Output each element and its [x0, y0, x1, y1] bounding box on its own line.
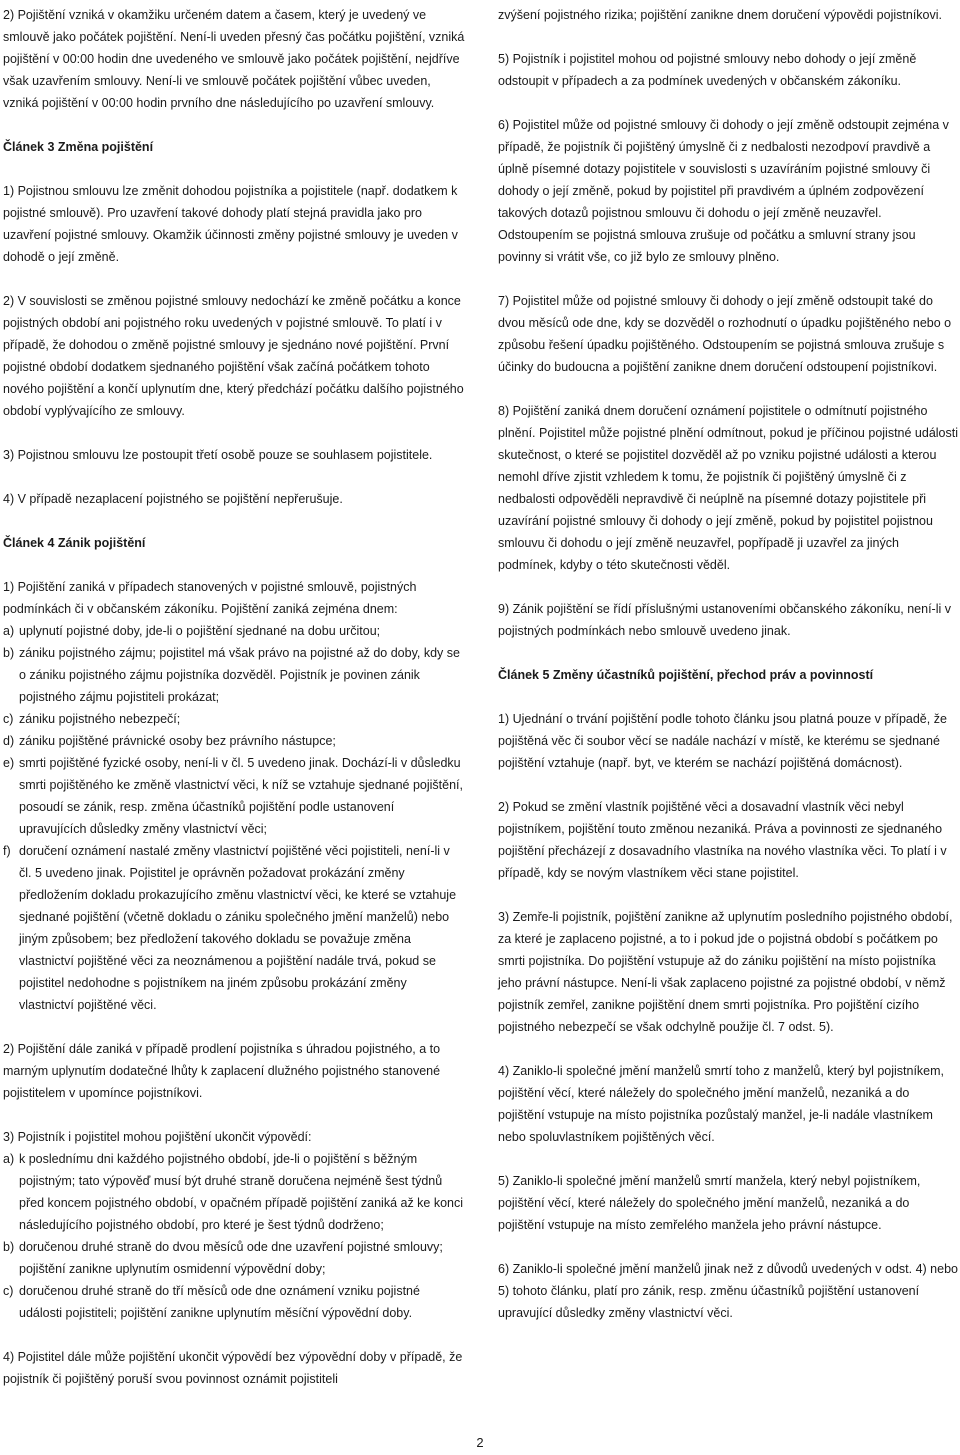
list-item-marker: d)	[3, 734, 15, 748]
paragraph-5-4: 4) Zaniklo-li společné jmění manželů smrtí toho z manželů, který byl pojistníkem, pojištění věcí, které náležely do společného jmění manželů, nezaniká a do pojištění vstupuje na místo pojistníka pozůstalý manžel, je-li nadále vlastníkem nebo spoluvlastníkem pojištěných věcí.	[498, 1064, 945, 1144]
paragraph-4-7: 7) Pojistitel může od pojistné smlouvy či dohody o její změně odstoupit také do dvou měsíců ode dne, kdy se dozvěděl o rozhodnutí o úpadku pojištěného nebo o způsobu řešení úpadku pojištěného. Odstoupením se pojistná smlouva zrušuje s účinky do budoucna a pojištění zanikne dnem doručení odstoupení pojistníkovi.	[498, 294, 952, 374]
paragraph-3-2: 2) V souvislosti se změnou pojistné smlouvy nedochází ke změně počátku a konce pojistných období ani pojistného roku uvedených v pojistné smlouvě. To platí i v případě, že dohodou o změně pojistné smlouvy je sjednáno nové pojištění. První pojistné období dodatkem sjednaného pojištění však začíná počátkem tohoto nového pojištění a končí uplynutím dne, který předchází počátku dalšího pojistného období vyplývajícího ze smlouvy.	[3, 294, 464, 418]
paragraph-4-6: 6) Pojistitel může od pojistné smlouvy či dohody o její změně odstoupit zejména v případě, že pojistník či pojištěný úmyslně či z nedbalosti nezodpoví pravdivě a úplně písemné dotazy pojistitele v souvislosti s uzavíráním pojistné smlouvy či dohody o její změně, pokud by pojistitel při pravdivém a úplném zodpovězení takových dotazů pojistnou smlouvu či dohodu o její změně neuzavřel. Odstoupením se pojistná smlouva zrušuje od počátku a smluvní strany jsou povinny si vrátit vše, co již bylo ze smlouvy plněno.	[498, 118, 949, 264]
list-item-text: smrti pojištěné fyzické osoby, není-li v čl. 5 uvedeno jinak. Dochází-li v důsledku smrti pojištěného ke změně vlastnictví věci, k níž se vztahuje sjednané pojištění, posoudí se zánik, resp. změna účastníků pojištění podle ustanovení upravujících důsledky změny vlastnictví věci;	[19, 756, 463, 836]
paragraph-4-3: 3) Pojistník i pojistitel mohou pojištění ukončit výpovědí:	[3, 1130, 312, 1144]
paragraph-5-6: 6) Zaniklo-li společné jmění manželů jinak než z důvodů uvedených v odst. 4) nebo 5) tohoto článku, platí pro zánik, resp. změnu účastníků pojištění ustanovení upravující důsledky změny vlastnictví věci.	[498, 1262, 958, 1320]
paragraph-4-9: 9) Zánik pojištění se řídí příslušnými ustanoveními občanského zákoníku, není-li v pojistných podmínkách nebo smlouvě uvedeno jinak.	[498, 602, 951, 638]
article-5-heading: Článek 5 Změny účastníků pojištění, přechod práv a povinností	[498, 668, 874, 682]
list-item-marker: e)	[3, 756, 15, 770]
list-item-text: zániku pojistného nebezpečí;	[19, 712, 181, 726]
list-item	[3, 620, 465, 642]
list-item-text: k poslednímu dni každého pojistného období, jde-li o pojištění s běžným pojistným; tato výpověď musí být druhé straně doručena nejméně šest týdnů před koncem pojistného období, v opačném případě pojištění zaniká až ke konci následujícího pojistného období, pro které je šest týdnů dodrženo;	[19, 1152, 464, 1232]
paragraph-5-2: 2) Pokud se změní vlastník pojištěné věci a dosavadní vlastník věci nebyl pojistníkem, pojištění touto změnou nezaniká. Práva a povinnosti ze sjednaného pojištění přecházejí z dosavadního vlastníka na nového vlastníka věci. To platí i v případě, kdy se novým vlastníkem věci stane pojistitel.	[498, 800, 947, 880]
page-number: 2	[476, 1435, 484, 1450]
list-item-text: uplynutí pojistné doby, jde-li o pojištění sjednané na dobu určitou;	[19, 624, 381, 638]
list-item-marker: c)	[3, 712, 14, 726]
list-item	[3, 1148, 465, 1236]
list-4-3	[3, 1148, 465, 1324]
paragraph-5-5: 5) Zaniklo-li společné jmění manželů smrtí manžela, který nebyl pojistníkem, pojištění věcí, které náležely do společného jmění manželů, nezaniká a do pojištění vstupuje na místo zemřelého manžela jeho právní nástupce.	[498, 1174, 921, 1232]
list-item-marker: b)	[3, 646, 15, 660]
list-item-text: zániku pojištěné právnické osoby bez právního nástupce;	[19, 734, 336, 748]
list-item-text: zániku pojistného zájmu; pojistitel má však právo na pojistné až do doby, kdy se o zániku pojistného zájmu pojistníka dozvěděl. Pojistník je povinen zánik pojistného zájmu pojistiteli prokázat;	[19, 646, 460, 704]
paragraph-4-4: 4) Pojistitel dále může pojištění ukončit výpovědí bez výpovědní doby v případě, že pojistník či pojištěný poruší svou povinnost oznámit pojistiteli	[3, 1350, 463, 1386]
list-item-marker: a)	[3, 1152, 15, 1166]
article-4-heading: Článek 4 Zánik pojištění	[3, 536, 146, 550]
paragraph-3-3: 3) Pojistnou smlouvu lze postoupit třetí osobě pouze se souhlasem pojistitele.	[3, 448, 433, 462]
paragraph-4-8: 8) Pojištění zaniká dnem doručení oznámení pojistitele o odmítnutí pojistného plnění. Pojistitel může pojistné plnění odmítnout, pokud je příčinou pojistné události skutečnost, o které se pojistitel dozvěděl až po vzniku pojistné události a kterou nemohl dříve zjistit vzhledem k tomu, že pojistník či pojištěný úmyslně či z nedbalosti odpověděli nepravdivě či neúplně na písemné dotazy pojistitele při uzavírání pojistné smlouvy či dohody o její změně, pokud by pojistitel pojistnou smlouvu či dohodu o její změně neuzavřel, popřípadě ji uzavřel za jiných podmínek, kdyby o této skutečnosti věděl.	[498, 404, 959, 572]
paragraph-5-1: 1) Ujednání o trvání pojištění podle tohoto článku jsou platná pouze v případě, že pojištěná věc či soubor věcí se nadále nachází v místě, ke kterému se sjednané pojištění vztahuje (např. byt, ve kterém se nachází pojištěná domácnost).	[498, 712, 947, 770]
paragraph-5-3: 3) Zemře-li pojistník, pojištění zanikne až uplynutím posledního pojistného období, za které je zaplaceno pojistné, a to i pokud jde o pojistná období s počátkem po smrti pojistníka. Do pojištění vstupuje až do zániku pojištění na místo pojistníka jeho právní nástupce. Není-li však zaplaceno pojistné za pojistné období, v němž pojistník zemřel, zanikne pojištění dnem smrti pojistníka. Pro pojištění cizího pojistného nebezpečí se však odchylně použije čl. 7 odst. 5).	[498, 910, 953, 1034]
paragraph-4-2: 2) Pojištění dále zaniká v případě prodlení pojistníka s úhradou pojistného, a to marným uplynutím dodatečné lhůty k zaplacení dlužného pojistného stanovené pojistitelem v upomínce pojistníkovi.	[3, 1042, 441, 1100]
list-item	[3, 642, 465, 708]
list-item-marker: a)	[3, 624, 15, 638]
list-item-text: doručení oznámení nastalé změny vlastnictví pojištěné věci pojistiteli, není-li v čl. 5 uvedeno jinak. Pojistitel je oprávněn požadovat prokázání změny předložením dokladu prokazujícího změnu vlastnictví věci, ke které se vztahuje sjednané pojištění (včetně dokladu o zániku společného jmění manželů) nebo jiným způsobem; bez předložení takového dokladu se považuje změna vlastnictví pojištěné věci za neoznámenou a pojištění nadále trvá, pokud se pojistitel nedohodne s pojistníkem na jiném způsobu prokázání změny vlastnictví pojištěné věci.	[19, 844, 457, 1012]
paragraph-3-4: 4) V případě nezaplacení pojistného se pojištění nepřerušuje.	[3, 492, 343, 506]
list-item-marker: c)	[3, 1284, 14, 1298]
paragraph-4-4-continued: zvýšení pojistného rizika; pojištění zanikne dnem doručení výpovědi pojistníkovi.	[498, 8, 942, 22]
paragraph-4-5: 5) Pojistník i pojistitel mohou od pojistné smlouvy nebo dohody o její změně odstoupit v případech a za podmínek uvedených v občanském zákoníku.	[498, 52, 917, 88]
list-item	[3, 1236, 465, 1280]
list-item	[3, 708, 465, 730]
paragraph-4-1: 1) Pojištění zaniká v případech stanovených v pojistné smlouvě, pojistných podmínkách či v občanském zákoníku. Pojištění zaniká zejména dnem:	[3, 580, 417, 616]
paragraph-3-1: 1) Pojistnou smlouvu lze změnit dohodou pojistníka a pojistitele (např. dodatkem k pojistné smlouvě). Pro uzavření takové dohody platí stejná pravidla jako pro uzavření pojistné smlouvy. Okamžik účinnosti změny pojistné smlouvy je uveden v dohodě o její změně.	[3, 184, 458, 264]
paragraph-2-2: 2) Pojištění vzniká v okamžiku určeném datem a časem, který je uvedený ve smlouvě jako počátek pojištění. Není-li uveden přesný čas počátku pojištění, vzniká pojištění v 00:00 hodin dne uvedeného ve smlouvě jako počátek pojištění, nejdříve však uzavřením smlouvy. Není-li ve smlouvě počátek pojištění vůbec uveden, vzniká pojištění v 00:00 hodin prvního dne následujícího po uzavření smlouvy.	[3, 8, 465, 110]
list-item-text: doručenou druhé straně do dvou měsíců ode dne uzavření pojistné smlouvy; pojištění zanikne uplynutím osmidenní výpovědní doby;	[19, 1240, 443, 1276]
article-3-heading: Článek 3 Změna pojištění	[3, 140, 154, 154]
list-item	[3, 1280, 465, 1324]
list-item-text: doručenou druhé straně do tří měsíců ode dne oznámení vzniku pojistné události pojistiteli; pojištění zanikne uplynutím měsíční výpovědní doby.	[19, 1284, 420, 1320]
list-item	[3, 752, 465, 840]
right-column	[498, 4, 958, 1324]
list-item	[3, 730, 465, 752]
list-item-marker: b)	[3, 1240, 15, 1254]
list-item	[3, 840, 465, 1016]
left-column	[3, 4, 465, 1390]
list-item-marker: f)	[3, 844, 11, 858]
list-4-1	[3, 620, 465, 1016]
